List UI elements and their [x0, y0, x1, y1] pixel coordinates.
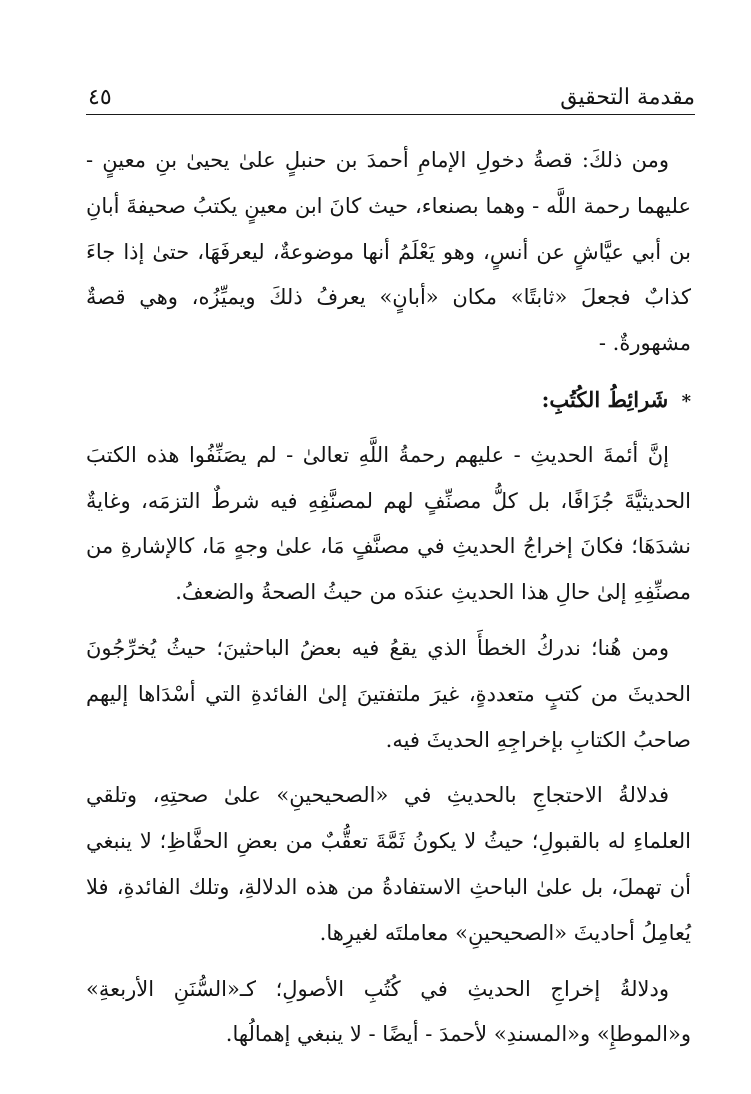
paragraph-5: ودلالةُ إخراجِ الحديثِ في كُتُبِ الأصولِ؛ كـ«السُّنَنِ الأربعةِ» و«الموطإِ» و«المسندِ» لأحمدَ - أيضًا - لا ينبغي إهمالُها. [86, 976, 691, 1047]
page-header [88, 70, 695, 110]
header-rule [86, 114, 695, 115]
page-number: ٤٥ [88, 85, 112, 110]
paragraph-3: ومن هُنا؛ ندركُ الخطأَ الذي يقعُ فيه بعضُ الباحثينَ؛ حيثُ يُخرِّجُونَ الحديثَ من كتبٍ متعددةٍ، غيرَ ملتفتينَ إلىٰ الفائدةِ التي أسْدَاها إليهم صاحبُ الكتابِ بإخراجِهِ الحديثَ فيه. [86, 635, 691, 752]
star-icon: * [681, 390, 691, 412]
section-heading-text: شَرائِطُ الكُتُبِ: [541, 386, 669, 412]
paragraph-1: ومن ذلكَ: قصةُ دخولِ الإمامِ أحمدَ بن حنبلٍ علىٰ يحيىٰ بنِ معينٍ - عليهما رحمة اللَّه - وهما بصنعاء، حيث كانَ ابن معينٍ يكتبُ صحيفةَ أبانِ بن أبي عيَّاشٍ عن أنسٍ، وهو يَعْلَمُ أنها موضوعةٌ، ليعرفَهَا، حتىٰ إذا جاءَ كذابٌ فجعلَ «ثابتًا» مكان «أبانٍ» يعرفُ ذلكَ ويميِّزُه، وهي قصةٌ مشهورةٌ. - [86, 148, 691, 356]
body-text [86, 138, 691, 1068]
running-title: مقدمة التحقيق [560, 85, 695, 110]
section-heading [86, 377, 691, 425]
paragraph-2: إنَّ أئمةَ الحديثِ - عليهم رحمةُ اللَّهِ تعالىٰ - لم يصَنِّفُوا هذه الكتبَ الحديثيَّةَ جُزَافًا، بل كلُّ مصنِّفٍ لهم لمصنَّفِهِ فيه شرطٌ التزمَه، وغايةٌ نشدَهَا؛ فكانَ إخراجُ الحديثِ في مصنَّفٍ مَا، علىٰ وجهٍ مَا، كالإشارةِ من مصنِّفِهِ إلىٰ حالِ هذا الحديثِ عندَه من حيثُ الصحةُ والضعفُ. [86, 442, 691, 605]
paragraph-4: فدلالةُ الاحتجاجِ بالحديثِ في «الصحيحينِ» علىٰ صحتِهِ، وتلقي العلماءِ له بالقبولِ؛ حيثُ لا يكونُ ثَمَّةَ تعقُّبٌ من بعضِ الحفَّاظِ؛ لا ينبغي أن تهملَ، بل علىٰ الباحثِ الاستفادةُ من هذه الدلالةِ، وتلك الفائدةِ، فلا يُعامِلُ أحاديثَ «الصحيحينِ» معاملتَه لغيرِها. [86, 783, 691, 945]
